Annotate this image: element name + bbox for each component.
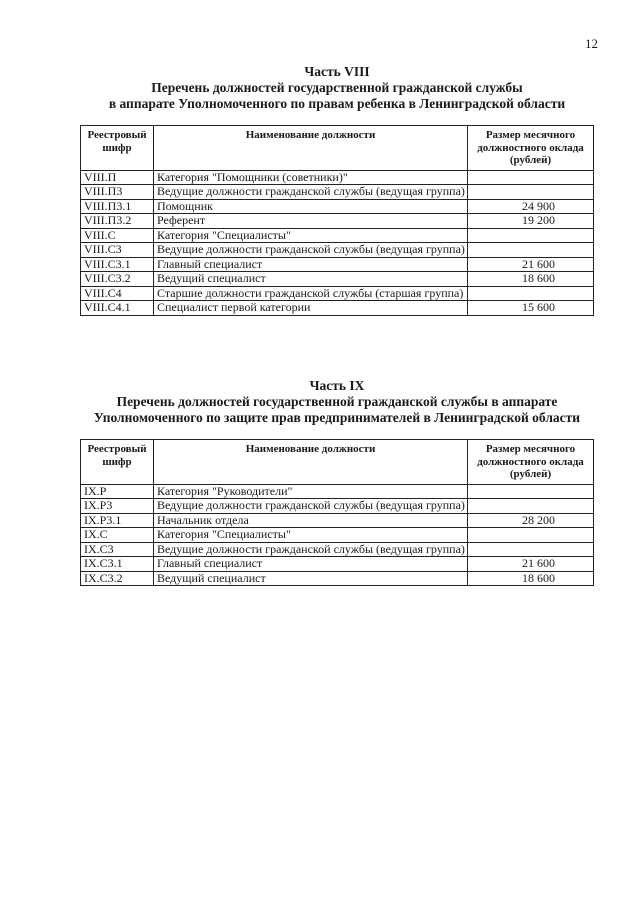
- table-row: [81, 199, 594, 214]
- table-row: [81, 484, 594, 499]
- table-row: [81, 513, 594, 528]
- cell-code: VIII.С3.2: [81, 272, 154, 287]
- table-row: [81, 185, 594, 200]
- cell-name: Категория "Специалисты": [154, 528, 468, 543]
- cell-salary: 18 600: [468, 272, 594, 287]
- cell-name: Ведущие должности гражданской службы (ведущая группа): [154, 243, 468, 258]
- cell-code: IX.С3.2: [81, 571, 154, 586]
- cell-name: Специалист первой категории: [154, 301, 468, 316]
- cell-name: Ведущий специалист: [154, 571, 468, 586]
- part9-header-row: [81, 440, 594, 485]
- cell-salary: 19 200: [468, 214, 594, 229]
- part9-section: [80, 378, 594, 586]
- table-row: [81, 272, 594, 287]
- cell-salary: 15 600: [468, 301, 594, 316]
- table-row: [81, 228, 594, 243]
- table-row: [81, 301, 594, 316]
- cell-code: VIII.П3.2: [81, 214, 154, 229]
- cell-name: Старшие должности гражданской службы (старшая группа): [154, 286, 468, 301]
- cell-code: VIII.С3: [81, 243, 154, 258]
- part8-heading: Часть VIII: [304, 64, 370, 79]
- cell-salary: [468, 499, 594, 514]
- cell-salary: [468, 228, 594, 243]
- cell-name: Ведущие должности гражданской службы (ведущая группа): [154, 499, 468, 514]
- cell-salary: [468, 243, 594, 258]
- cell-name: Главный специалист: [154, 257, 468, 272]
- cell-salary: 21 600: [468, 557, 594, 572]
- table-row: [81, 499, 594, 514]
- cell-salary: 28 200: [468, 513, 594, 528]
- cell-code: VIII.П3: [81, 185, 154, 200]
- cell-code: VIII.П: [81, 170, 154, 185]
- cell-name: Помощник: [154, 199, 468, 214]
- page-number: 12: [585, 36, 598, 51]
- table-row: [81, 542, 594, 557]
- part8-section: [80, 64, 594, 316]
- cell-name: Ведущие должности гражданской службы (ведущая группа): [154, 185, 468, 200]
- part9-title-line1: Перечень должностей государственной гражданской службы в аппарате: [116, 394, 558, 409]
- cell-code: IX.Р3: [81, 499, 154, 514]
- cell-salary: 24 900: [468, 199, 594, 214]
- header-salary: Размер месячного должностного оклада (рублей): [468, 440, 594, 485]
- cell-name: Главный специалист: [154, 557, 468, 572]
- table-row: [81, 571, 594, 586]
- table-row: [81, 528, 594, 543]
- table-row: [81, 257, 594, 272]
- cell-name: Ведущие должности гражданской службы (ведущая группа): [154, 542, 468, 557]
- table-row: [81, 214, 594, 229]
- header-name: Наименование должности: [154, 440, 468, 485]
- cell-code: IX.С: [81, 528, 154, 543]
- part9-table: [80, 439, 594, 586]
- cell-code: IX.С3: [81, 542, 154, 557]
- cell-name: Ведущий специалист: [154, 272, 468, 287]
- cell-code: IX.Р: [81, 484, 154, 499]
- header-name: Наименование должности: [154, 126, 468, 171]
- cell-code: VIII.С4: [81, 286, 154, 301]
- table-row: [81, 170, 594, 185]
- cell-code: VIII.С4.1: [81, 301, 154, 316]
- cell-code: IX.Р3.1: [81, 513, 154, 528]
- cell-name: Категория "Руководители": [154, 484, 468, 499]
- cell-salary: [468, 484, 594, 499]
- cell-code: VIII.С: [81, 228, 154, 243]
- table-row: [81, 243, 594, 258]
- cell-name: Категория "Помощники (советники)": [154, 170, 468, 185]
- cell-name: Начальник отдела: [154, 513, 468, 528]
- table-row: [81, 286, 594, 301]
- cell-name: Категория "Специалисты": [154, 228, 468, 243]
- table-row: [81, 557, 594, 572]
- part8-title-line1: Перечень должностей государственной гражданской службы: [151, 80, 523, 95]
- cell-code: VIII.П3.1: [81, 199, 154, 214]
- part8-header-row: [81, 126, 594, 171]
- cell-salary: 21 600: [468, 257, 594, 272]
- cell-salary: [468, 528, 594, 543]
- cell-code: VIII.С3.1: [81, 257, 154, 272]
- header-salary: Размер месячного должностного оклада (рублей): [468, 126, 594, 171]
- part8-title-line2: в аппарате Уполномоченного по правам ребенка в Ленинградской области: [108, 96, 566, 111]
- cell-code: IX.С3.1: [81, 557, 154, 572]
- cell-salary: [468, 542, 594, 557]
- cell-salary: [468, 185, 594, 200]
- cell-salary: 18 600: [468, 571, 594, 586]
- cell-salary: [468, 286, 594, 301]
- cell-salary: [468, 170, 594, 185]
- header-code: Реестровый шифр: [81, 440, 154, 485]
- cell-name: Референт: [154, 214, 468, 229]
- header-code: Реестровый шифр: [81, 126, 154, 171]
- part9-title-line2: Уполномоченного по защите прав предпринимателей в Ленинградской области: [93, 410, 581, 425]
- part9-heading: Часть IX: [309, 378, 365, 393]
- part8-table: [80, 125, 594, 316]
